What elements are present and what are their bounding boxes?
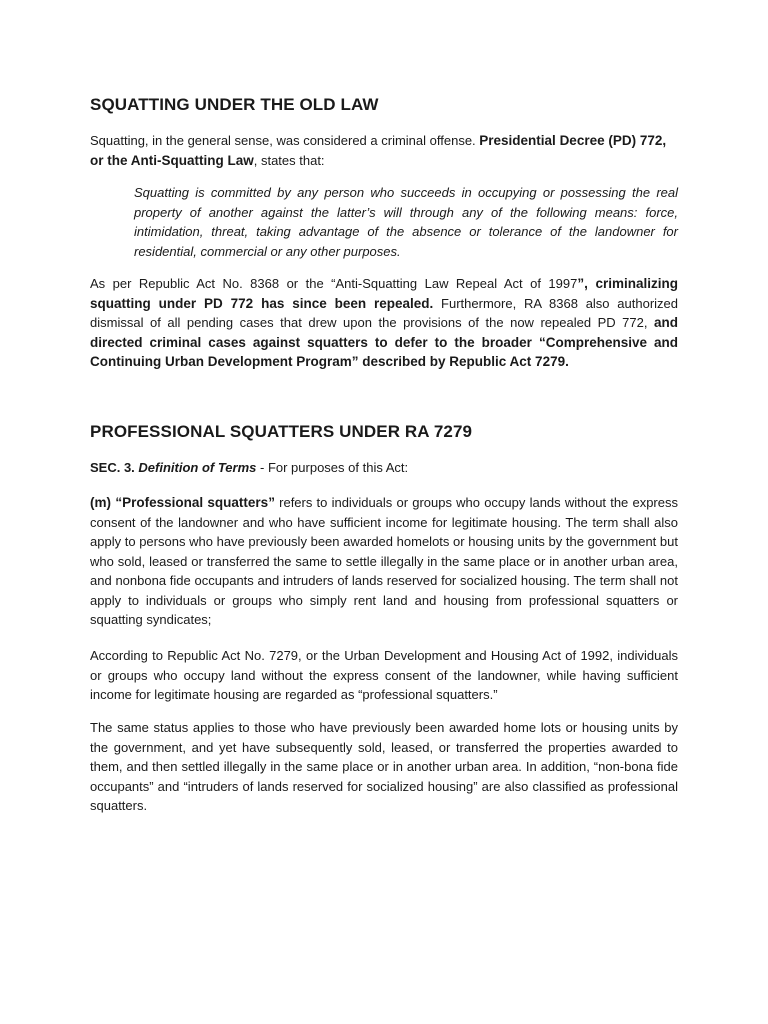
repeal-text-2: Furthermore, RA 8368 also authorized dismissal of all pending cases that drew upon the provisions of the now repealed PD 772,: [90, 295, 678, 330]
same-status-paragraph: The same status applies to those who have previously been awarded home lots or housing units by the government, and yet have subsequently sold, leased, or transferred the properties awarded to them, and then settled illegally in the same place or in another urban area. In addition, “non-bona fide occupants” and “intruders of lands reserved for socialized housing” are also classified as professional squatters.: [90, 720, 678, 813]
sec3-title: Definition of Terms: [138, 460, 257, 475]
repeal-bold-2: and directed criminal cases against squatters to defer to the broader “Comprehensive and Continuing Urban Development Program” described by Republic Act 7279.: [90, 315, 678, 369]
pd772-quote: Squatting is committed by any person who succeeds in occupying or possessing the real property of another against the latter’s will through any of the following means: force, intimidation, threat, taking advantage of the absence or tolerance of the landowner for residential, commercial or any other purposes.: [134, 185, 678, 259]
definition-m-label: (m) “Professional squatters”: [90, 495, 275, 510]
according-paragraph: According to Republic Act No. 7279, or the Urban Development and Housing Act of 1992, individuals or groups who occupy land without the express consent of the landowner, while having sufficient income for legitimate housing are regarded as “professional squatters.”: [90, 648, 678, 702]
sec3-line: [90, 458, 678, 478]
section-heading-ra7279: PROFESSIONAL SQUATTERS UNDER RA 7279: [90, 422, 473, 441]
repeal-bold-1: ”, criminalizing squatting under PD 772 has since been repealed.: [90, 276, 678, 311]
intro-text: Squatting, in the general sense, was considered a criminal offense.: [90, 133, 480, 148]
section-heading-old-law: SQUATTING UNDER THE OLD LAW: [90, 95, 379, 114]
repeal-paragraph: [90, 274, 678, 372]
sec3-rest: - For purposes of this Act:: [256, 460, 409, 475]
intro-end-text: , states that:: [253, 152, 325, 168]
intro-paragraph: [90, 131, 678, 170]
intro-bold-text: Presidential Decree (PD) 772, or the Anti-Squatting Law: [90, 133, 667, 168]
definition-m-paragraph: [90, 493, 678, 630]
sec3-label: SEC. 3.: [90, 460, 135, 475]
repeal-text-1: As per Republic Act No. 8368 or the “Anti-Squatting Law Repeal Act of 1997: [90, 276, 578, 291]
definition-m-text: refers to individuals or groups who occupy lands without the express consent of the landowner and who have sufficient income for legitimate housing. The term shall also apply to persons who have previously been awarded homelots or housing units by the government but who sold, leased or transferred the same to settle illegally in the same place or in another urban area, and nonbona fide occupants and intruders of lands reserved for socialized housing. The term shall not apply to individuals or groups who simply rent land and housing from professional squatters or squatting syndicates;: [90, 495, 678, 627]
